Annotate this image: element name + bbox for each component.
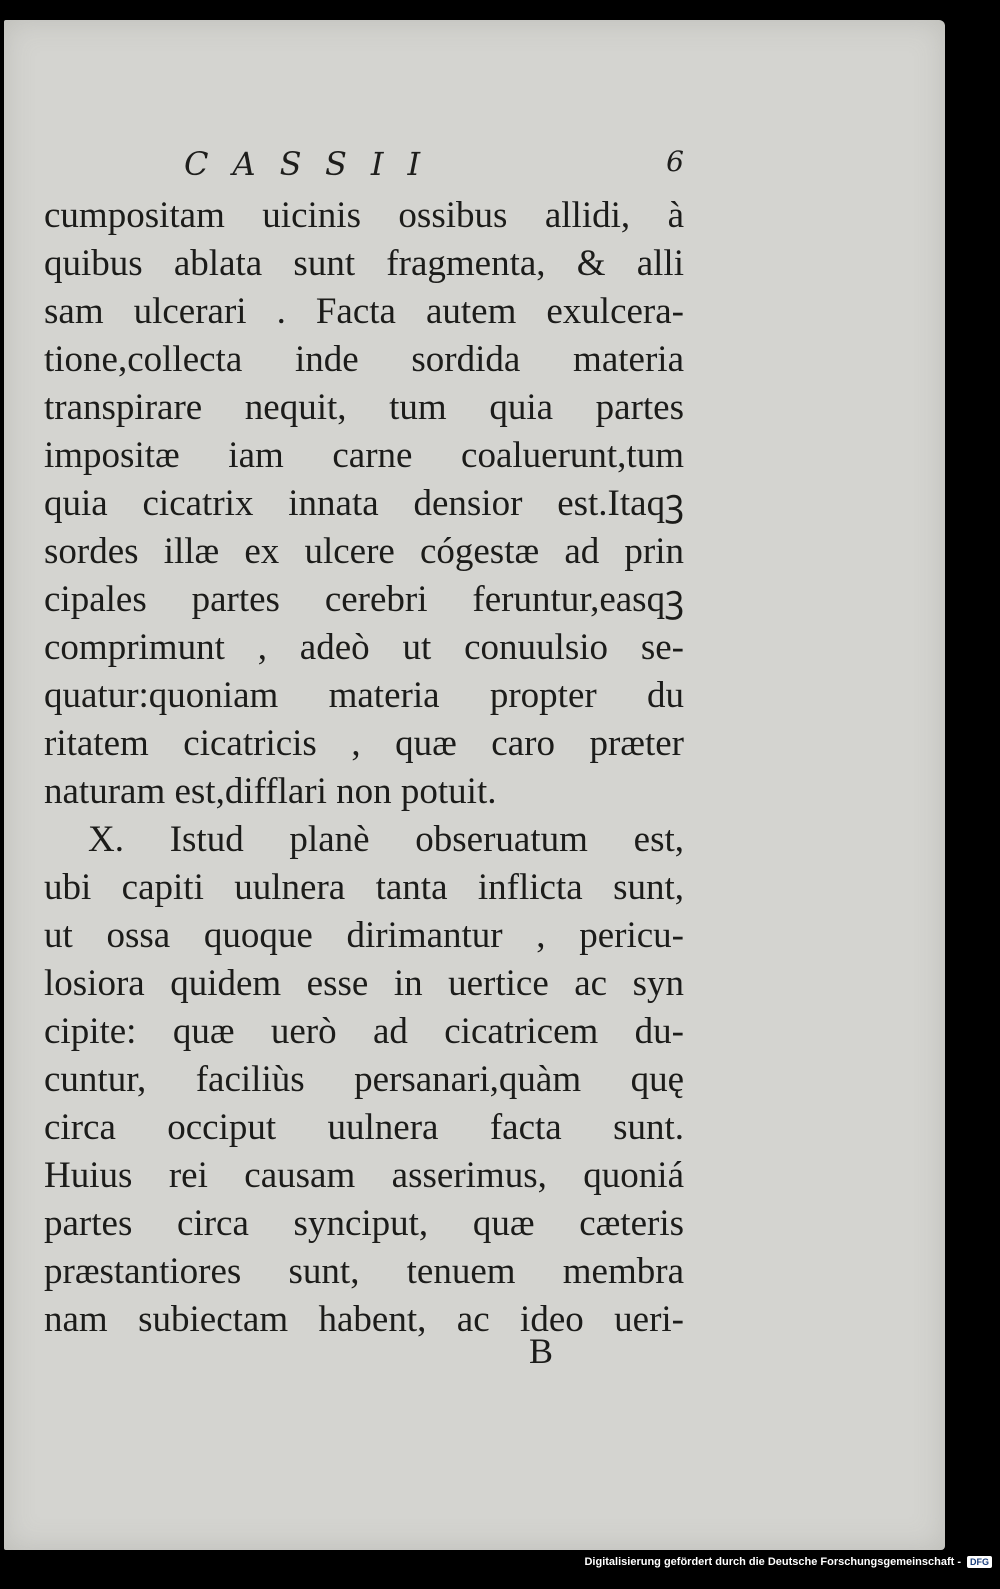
text-line: naturam est,difflari non potuit. bbox=[44, 771, 497, 812]
page-number: 6 bbox=[666, 145, 684, 178]
text-line: ubi capiti uulnera tanta inflicta sunt, bbox=[44, 867, 684, 908]
text-line: cumpositam uicinis ossibus allidi, à bbox=[44, 195, 684, 236]
text-line: sam ulcerari . Facta autem exulcera- bbox=[44, 291, 684, 332]
text-line: comprimunt , adeò ut conuulsio se- bbox=[44, 627, 684, 668]
credit-text: Digitalisierung gefördert durch die Deutsche Forschungsgemeinschaft - bbox=[584, 1556, 961, 1568]
text-line: circa occiput uulnera facta sunt. bbox=[44, 1107, 684, 1148]
text-line: ut ossa quoque dirimantur , pericu- bbox=[44, 915, 684, 956]
text-line: partes circa synciput, quæ cæteris bbox=[44, 1203, 684, 1244]
text-line: transpirare nequit, tum quia partes bbox=[44, 387, 684, 428]
text-line: nam subiectam habent, ac ideo ueri- bbox=[44, 1299, 684, 1340]
text-line: quatur:quoniam materia propter du bbox=[44, 675, 684, 716]
book-page bbox=[4, 20, 945, 1550]
text-line: cipales partes cerebri feruntur,easqꝫ bbox=[44, 579, 684, 620]
text-line: præstantiores sunt, tenuem membra bbox=[44, 1251, 684, 1292]
text-line: tione,collecta inde sordida materia bbox=[44, 339, 684, 380]
dfg-logo: DFG bbox=[967, 1556, 992, 1568]
text-line: cipite: quæ uerò ad cicatricem du- bbox=[44, 1011, 684, 1052]
text-line: quia cicatrix innata densior est.Itaqꝫ bbox=[44, 483, 684, 524]
text-line: quibus ablata sunt fragmenta, & alli bbox=[44, 243, 684, 284]
digitization-credit bbox=[584, 1556, 992, 1568]
text-line: ritatem cicatricis , quæ caro præter bbox=[44, 723, 684, 764]
text-line: losiora quidem esse in uertice ac syn bbox=[44, 963, 684, 1004]
signature-mark: B bbox=[529, 1331, 554, 1371]
body-text bbox=[44, 192, 684, 1344]
section-start-line: X. Istud planè obseruatum est, bbox=[88, 819, 684, 860]
text-line: sordes illæ ex ulcere cógestæ ad prin bbox=[44, 531, 684, 572]
page-header bbox=[184, 145, 684, 185]
text-line: Huius rei causam asserimus, quoniá bbox=[44, 1155, 684, 1196]
text-line: impositæ iam carne coaluerunt,tum bbox=[44, 435, 684, 476]
text-line: cuntur, faciliùs persanari,quàm quę bbox=[44, 1059, 684, 1100]
running-title: CASSII bbox=[184, 145, 445, 183]
